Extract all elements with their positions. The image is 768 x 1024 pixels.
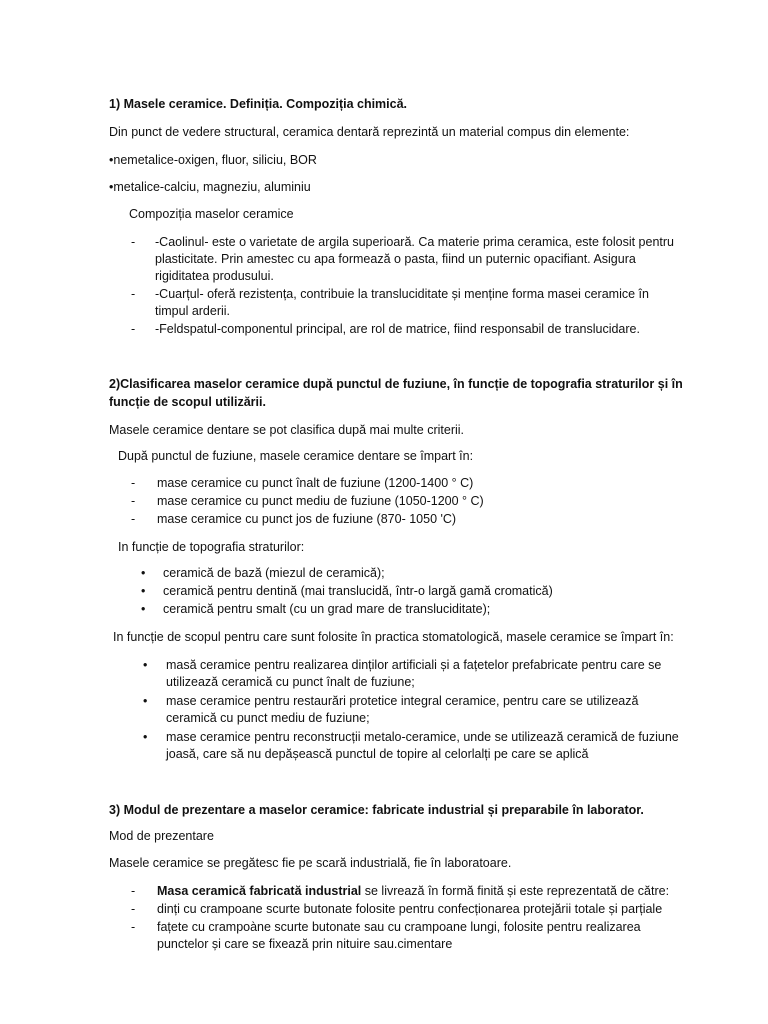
section-2-intro: Masele ceramice dentare se pot clasifica după mai multe criterii.	[109, 423, 465, 437]
purpose-item-3-line-2: joasă, care să nu depășească punctul de topire al celorlalți pe care se aplică	[166, 747, 589, 761]
caolin-line-1: -Caolinul- este o varietate de argila superioară. Ca materie prima ceramica, este folosit pentru	[155, 235, 674, 249]
cuart-line-1: -Cuarțul- oferă rezistența, contribuie la transluciditate și menține forma masei ceramice în	[155, 287, 649, 301]
section-2-heading-line-1: 2)Clasificarea maselor ceramice după punctul de fuziune, în funcție de topografia straturilor și în	[109, 377, 683, 391]
bullet-marker: •	[141, 584, 146, 598]
list-marker: -	[131, 920, 136, 934]
topo-item-enamel: ceramică pentru smalt (cu un grad mare de transluciditate);	[163, 602, 491, 616]
list-marker: -	[131, 476, 136, 490]
section-3-heading: 3) Modul de prezentare a maselor ceramice: fabricate industrial și preparabile în laborator.	[109, 803, 644, 817]
bullet-marker: •	[143, 730, 148, 744]
industrial-item	[157, 883, 669, 900]
list-marker: -	[131, 235, 136, 249]
purpose-item-3-line-1: mase ceramice pentru reconstrucții metalo-ceramice, unde se utilizează ceramică de fuziune	[166, 730, 679, 744]
industrial-item-rest: se livrează în formă finită și este reprezentată de către:	[361, 884, 670, 898]
section-3-intro: Masele ceramice se pregătesc fie pe scară industrială, fie în laboratoare.	[109, 856, 512, 870]
list-marker: -	[131, 884, 136, 898]
purpose-item-1-line-2: utilizează ceramică cu punct înalt de fuziune;	[166, 675, 415, 689]
veneers-item-line-1: fațete cu crampoàne scurte butonate sau cu crampoane lungi, folosite pentru realizarea	[157, 920, 641, 934]
veneers-item-line-2: punctelor și care se fixează prin nituire sau.cimentare	[157, 937, 453, 951]
industrial-item-lead: Masa ceramică fabricată industrial	[157, 884, 362, 898]
list-marker: -	[131, 902, 136, 916]
caolin-line-3: rigiditatea produsului.	[155, 269, 274, 283]
bullet-nemetalice: •nemetalice-oxigen, fluor, siliciu, BOR	[109, 153, 317, 167]
purpose-intro: In funcție de scopul pentru care sunt folosite în practica stomatologică, masele ceramice se împart în:	[113, 630, 674, 644]
bullet-marker: •	[141, 566, 146, 580]
cuart-line-2: timpul arderii.	[155, 304, 231, 318]
topography-intro: In funcție de topografia straturilor:	[118, 540, 305, 554]
bullet-marker: •	[143, 694, 148, 708]
fusion-intro: După punctul de fuziune, masele ceramice dentare se împart în:	[118, 449, 474, 463]
feldspat-line: -Feldspatul-componentul principal, are rol de matrice, fiind responsabil de translucidare.	[155, 322, 640, 336]
bullet-metalice: •metalice-calciu, magneziu, aluminiu	[109, 180, 311, 194]
fusion-item-low: mase ceramice cu punct jos de fuziune (870- 1050 'C)	[157, 512, 457, 526]
purpose-item-2-line-2: ceramică cu punct mediu de fuziune;	[166, 711, 370, 725]
list-marker: -	[131, 322, 136, 336]
purpose-item-1-line-1: masă ceramice pentru realizarea dinților artificiali și a fațetelor prefabricate pentru care se	[166, 658, 662, 672]
list-marker: -	[131, 494, 136, 508]
section-1-intro: Din punct de vedere structural, ceramica dentară reprezintă un material compus din elemente:	[109, 125, 630, 139]
purpose-item-2-line-1: mase ceramice pentru restaurări protetice integral ceramice, pentru care se utilizează	[166, 694, 639, 708]
section-1-heading: 1) Masele ceramice. Definiția. Compoziția chimică.	[109, 97, 408, 111]
teeth-item: dinți cu crampoane scurte butonate folosite pentru confecționarea protejării totale și parțiale	[157, 902, 663, 916]
bullet-marker: •	[143, 658, 148, 672]
caolin-line-2: plasticitate. Prin amestec cu apa formează o pasta, fiind un puternic opacifiant. Asigura	[155, 252, 636, 266]
topo-item-base: ceramică de bază (miezul de ceramică);	[163, 566, 385, 580]
bullet-marker: •	[141, 602, 146, 616]
topo-item-dentin: ceramică pentru dentină (mai translucidă, într-o largă gamă cromatică)	[163, 584, 553, 598]
section-2-heading-line-2: funcție de scopul utilizării.	[109, 395, 266, 409]
fusion-item-high: mase ceramice cu punct înalt de fuziune (1200-1400 ° C)	[157, 476, 474, 490]
list-marker: -	[131, 512, 136, 526]
section-3-subheading: Mod de prezentare	[109, 829, 214, 843]
list-marker: -	[131, 287, 136, 301]
fusion-item-medium: mase ceramice cu punct mediu de fuziune (1050-1200 ° C)	[157, 494, 484, 508]
composition-subheading: Compoziția maselor ceramice	[129, 207, 294, 221]
